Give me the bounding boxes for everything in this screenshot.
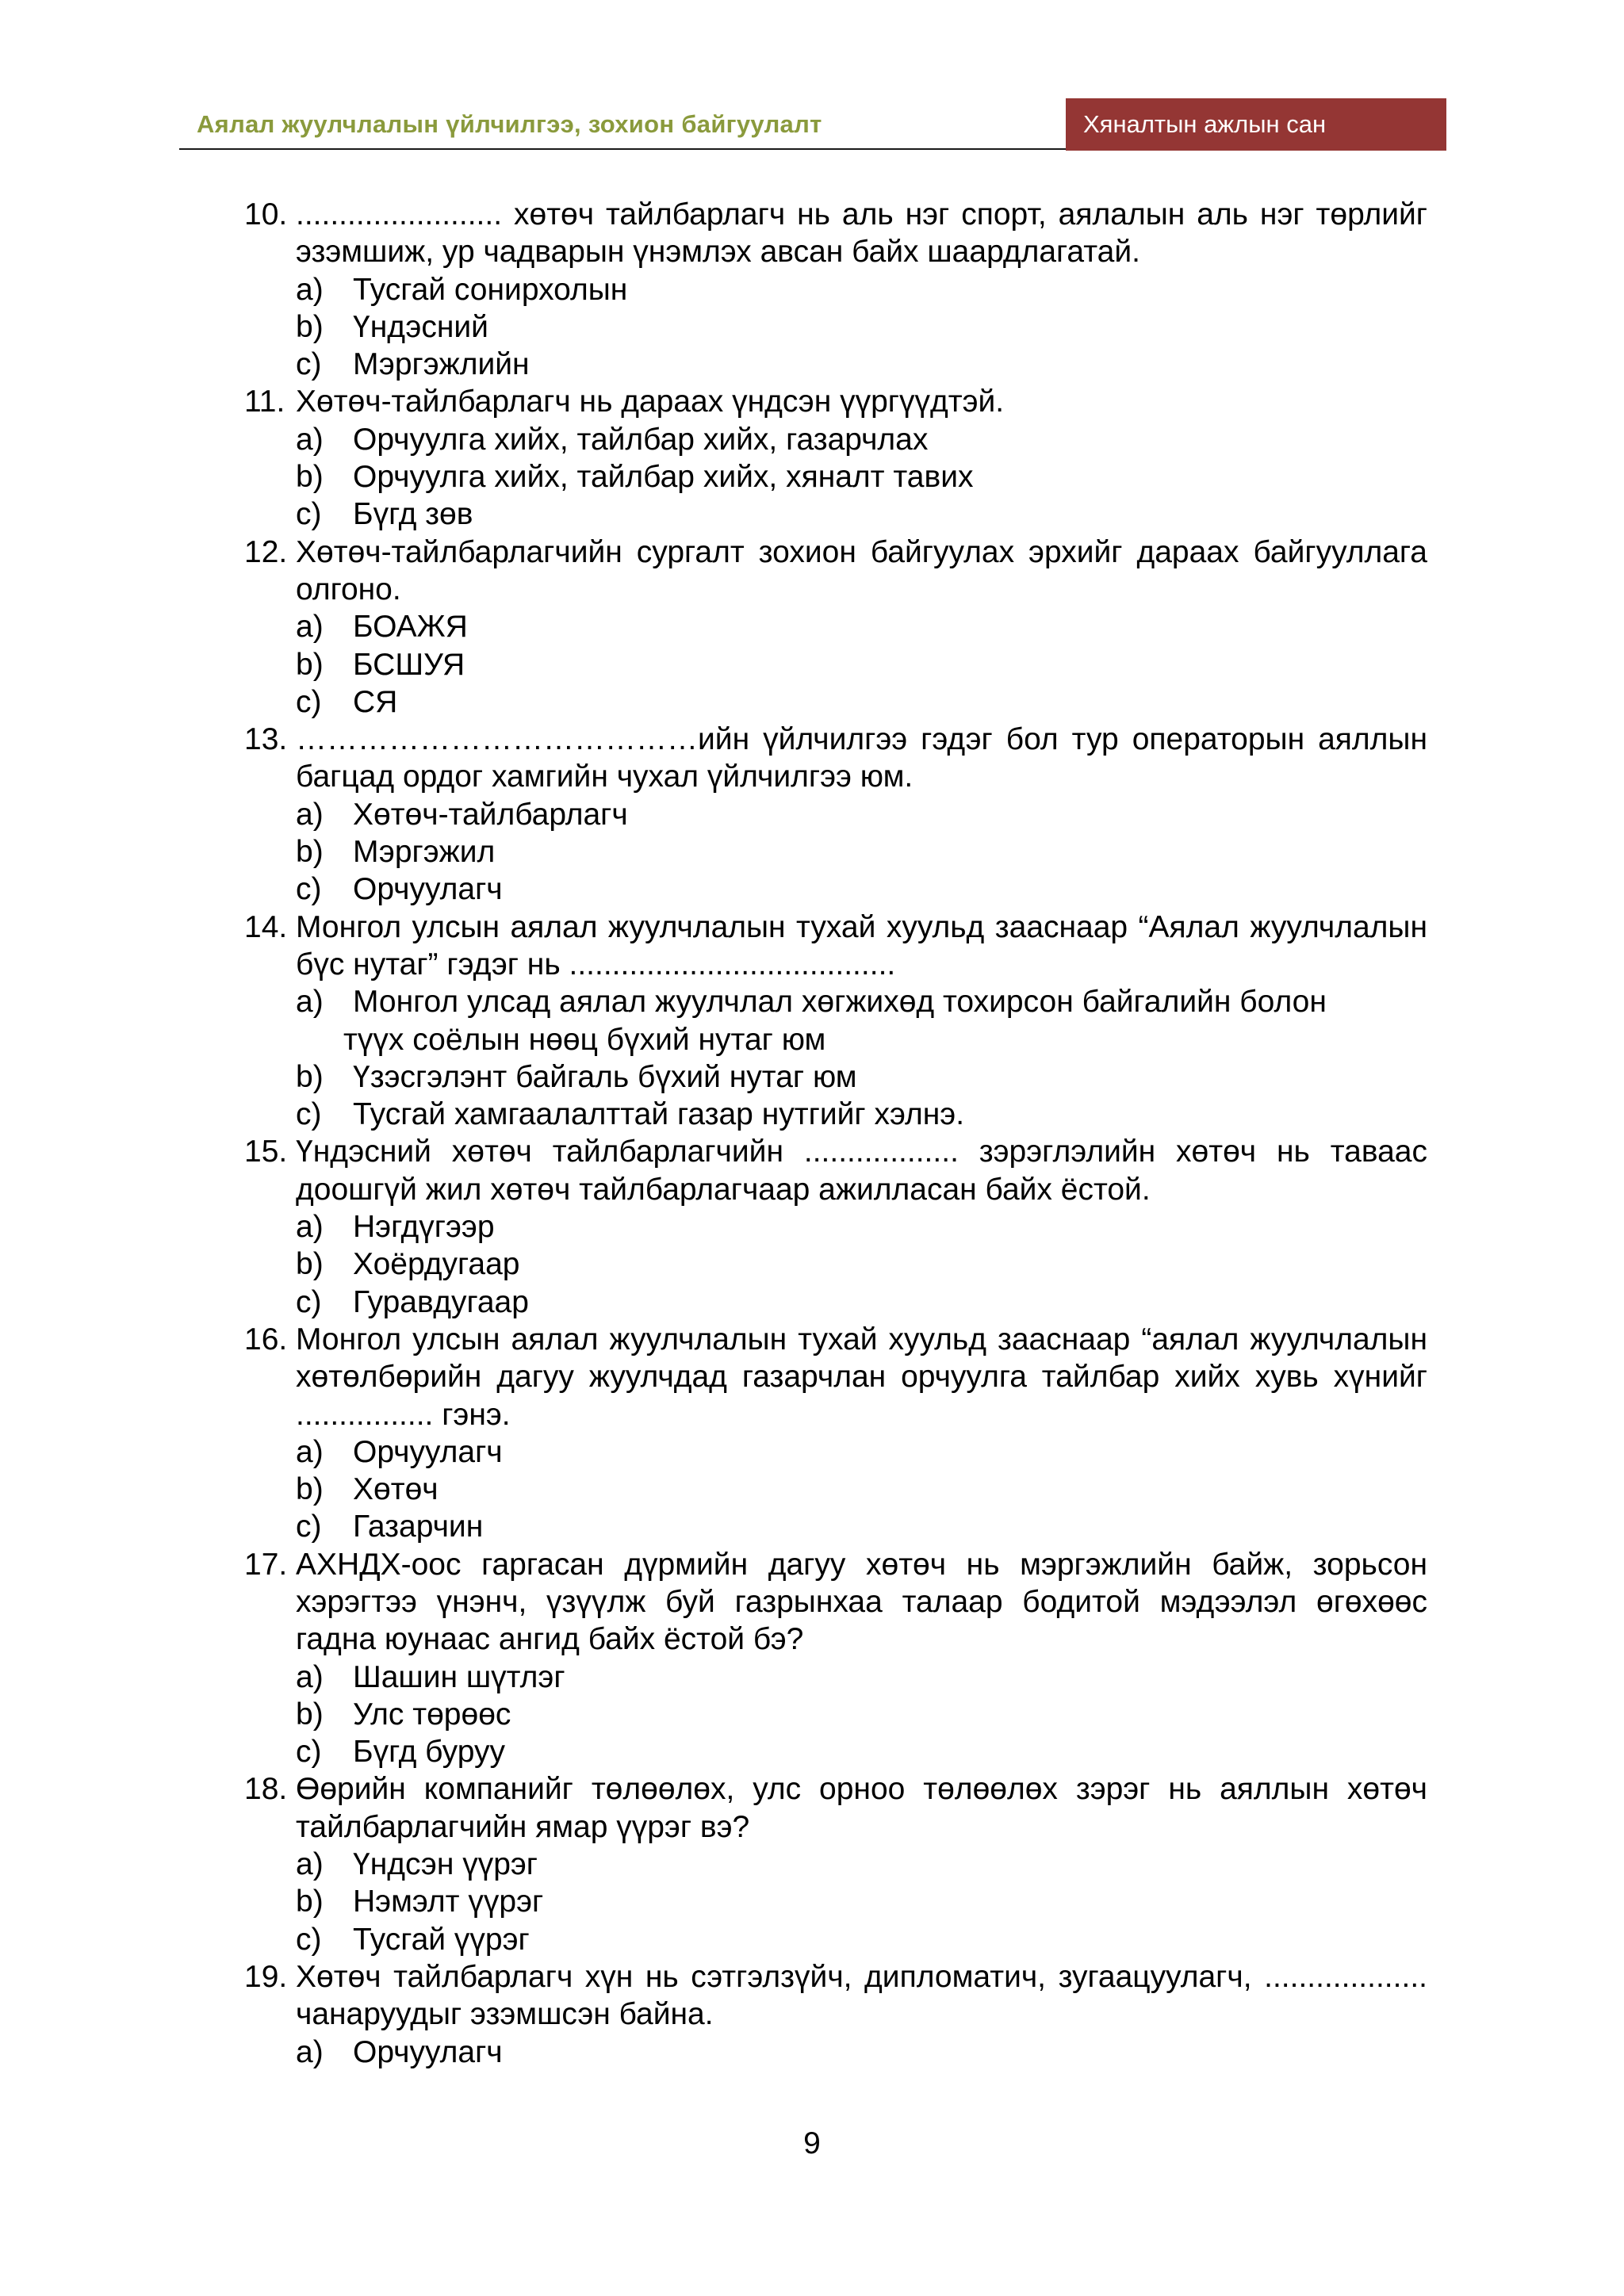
- question-text: Өөрийн компанийг төлөөлөх, улс орноо төлөөлөх зэрэг нь аяллын хөтөч тайлбарлагчийн ямар үүрэг вэ?: [296, 1772, 1427, 1844]
- question-15: [244, 1133, 1427, 1208]
- option-text: Орчуулга хийх, тайлбар хийх, газарчлах: [353, 422, 929, 457]
- question-18: [244, 1770, 1427, 1846]
- header-section-label: Хяналтын ажлын сан: [1066, 98, 1446, 151]
- question-number: 14.: [244, 909, 288, 944]
- option-text: БСШУЯ: [353, 647, 465, 682]
- option-text: Монгол улсад аялал жуулчлал хөгжихөд тохирсон байгалийн болон: [353, 985, 1327, 1020]
- option-a: [244, 271, 1427, 308]
- option-a: [244, 1208, 1427, 1246]
- option-text: Үзэсгэлэнт байгаль бүхий нутаг юм: [353, 1059, 857, 1094]
- option-letter: a): [296, 1659, 324, 1694]
- option-b: [244, 308, 1427, 346]
- option-text: Хоёрдугаар: [353, 1247, 520, 1282]
- option-letter: a): [296, 985, 324, 1020]
- question-number: 11.: [244, 385, 285, 419]
- option-a: [244, 1659, 1427, 1696]
- option-letter: c): [296, 347, 322, 382]
- option-letter: b): [296, 1247, 324, 1282]
- option-c: [244, 1508, 1427, 1545]
- question-text: Хөтөч-тайлбарлагчийн сургалт зохион байгуулах эрхийг дараах байгууллага олгоно.: [296, 534, 1427, 607]
- option-a: [244, 1846, 1427, 1883]
- option-c: [244, 1096, 1427, 1133]
- option-text: Нэгдүгээр: [353, 1210, 495, 1245]
- option-text: Орчуулга хийх, тайлбар хийх, хяналт тавих: [353, 460, 974, 495]
- option-text: Орчуулагч: [353, 2034, 503, 2069]
- option-b: [244, 1883, 1427, 1920]
- option-b: [244, 1696, 1427, 1733]
- header-divider: [179, 148, 1066, 150]
- option-letter: c): [296, 684, 322, 719]
- option-letter: b): [296, 309, 324, 344]
- option-letter: b): [296, 460, 324, 495]
- option-text-continued: түүх соёлын нөөц бүхий нутаг юм: [343, 1022, 826, 1057]
- option-letter: b): [296, 647, 324, 682]
- question-10: [244, 196, 1427, 271]
- option-letter: a): [296, 1210, 324, 1245]
- option-c: [244, 1284, 1427, 1321]
- page-header: [179, 98, 1446, 151]
- option-letter: c): [296, 1735, 322, 1770]
- question-text: Хөтөч тайлбарлагч хүн нь сэтгэлзүйч, дипломатич, зугаацуулагч, ................... чанаруудыг эзэмшсэн байна.: [296, 1959, 1427, 2032]
- option-text: Шашин шүтлэг: [353, 1659, 565, 1694]
- option-text: Нэмэлт үүрэг: [353, 1885, 544, 1919]
- question-text: …………………………………ийн үйлчилгээ гэдэг бол тур операторын аяллын багцад ордог хамгийн чухал үйлчилгээ юм.: [296, 722, 1427, 794]
- option-letter: a): [296, 1434, 324, 1469]
- option-text: Хөтөч-тайлбарлагч: [353, 797, 628, 832]
- option-a: [244, 1433, 1427, 1471]
- question-number: 15.: [244, 1135, 288, 1169]
- question-text: ........................ хөтөч тайлбарлагч нь аль нэг спорт, аялалын аль нэг төрлийг эзэмшиж, ур чадварын үнэмлэх авсан байх шаардлагатай.: [296, 197, 1427, 270]
- question-17: [244, 1546, 1427, 1659]
- option-b: [244, 458, 1427, 496]
- option-text: СЯ: [353, 684, 398, 719]
- question-number: 12.: [244, 534, 288, 569]
- question-11: [244, 383, 1427, 420]
- option-letter: b): [296, 835, 324, 870]
- option-text: БОАЖЯ: [353, 610, 468, 645]
- option-letter: c): [296, 497, 322, 532]
- option-text: Тусгай сонирхолын: [353, 272, 628, 307]
- question-19: [244, 1958, 1427, 2034]
- option-c: [244, 1921, 1427, 1958]
- option-a: [244, 421, 1427, 458]
- option-c: [244, 683, 1427, 721]
- question-list: [244, 196, 1427, 2071]
- option-letter: a): [296, 610, 324, 645]
- option-text: Орчуулагч: [353, 872, 503, 907]
- option-b: [244, 1471, 1427, 1508]
- option-letter: b): [296, 1472, 324, 1507]
- option-text: Тусгай үүрэг: [353, 1922, 530, 1957]
- option-a: [244, 608, 1427, 645]
- option-letter: c): [296, 872, 322, 907]
- option-a: [244, 796, 1427, 833]
- question-text: Монгол улсын аялал жуулчлалын тухай хуульд зааснаар “Аялал жуулчлалын бүс нутаг” гэдэг нь ......................................: [296, 909, 1427, 982]
- option-a: [244, 983, 1427, 1058]
- option-letter: a): [296, 2034, 324, 2069]
- question-number: 16.: [244, 1322, 288, 1357]
- option-text: Орчуулагч: [353, 1434, 503, 1469]
- question-text: АХНДХ-оос гаргасан дүрмийн дагуу хөтөч нь мэргэжлийн байж, зорьсон хэрэгтээ үнэнч, үзүүлж буй газрынхаа талаар бодитой мэдээлэл өгөхөөс гадна юунаас ангид байх ёстой бэ?: [296, 1547, 1427, 1657]
- option-text: Үндсэн үүрэг: [353, 1847, 538, 1882]
- option-a: [244, 2034, 1427, 2071]
- option-text: Бүгд буруу: [353, 1735, 505, 1770]
- option-letter: b): [296, 1885, 324, 1919]
- question-text: Монгол улсын аялал жуулчлалын тухай хуульд зааснаар “аялал жуулчлалын хөтөлбөрийн дагуу жуулчдад газарчлан орчуулга тайлбар хийх хувь хүнийг ................ гэнэ.: [296, 1322, 1427, 1432]
- option-text: Бүгд зөв: [353, 497, 473, 532]
- option-text: Мэргэжил: [353, 835, 496, 870]
- option-b: [244, 833, 1427, 871]
- option-b: [244, 1246, 1427, 1283]
- option-c: [244, 871, 1427, 908]
- header-document-title: Аялал жуулчлалын үйлчилгээ, зохион байгуулалт: [197, 110, 822, 138]
- option-text: Тусгай хамгаалалттай газар нутгийг хэлнэ.: [353, 1097, 965, 1132]
- option-c: [244, 496, 1427, 533]
- option-letter: b): [296, 1059, 324, 1094]
- option-letter: a): [296, 272, 324, 307]
- question-16: [244, 1321, 1427, 1433]
- option-b: [244, 646, 1427, 683]
- question-number: 13.: [244, 722, 288, 757]
- question-number: 17.: [244, 1547, 288, 1582]
- option-text: Гуравдугаар: [353, 1284, 529, 1319]
- question-14: [244, 909, 1427, 984]
- option-b: [244, 1058, 1427, 1096]
- page-number: 9: [803, 2126, 821, 2160]
- question-number: 18.: [244, 1772, 288, 1807]
- option-letter: c): [296, 1922, 322, 1957]
- question-13: [244, 721, 1427, 796]
- option-text: Үндэсний: [353, 309, 488, 344]
- question-12: [244, 534, 1427, 609]
- question-number: 10.: [244, 197, 288, 232]
- option-text: Хөтөч: [353, 1472, 439, 1507]
- option-letter: c): [296, 1097, 322, 1132]
- option-text: Мэргэжлийн: [353, 347, 530, 382]
- option-text: Газарчин: [353, 1510, 484, 1544]
- option-c: [244, 1733, 1427, 1770]
- question-text: Хөтөч-тайлбарлагч нь дараах үндсэн үүргүүдтэй.: [296, 385, 1005, 419]
- option-letter: c): [296, 1510, 322, 1544]
- option-letter: a): [296, 422, 324, 457]
- question-text: Үндэсний хөтөч тайлбарлагчийн .................. зэрэглэлийн хөтөч нь таваас доошгүй жил хөтөч тайлбарлагчаар ажилласан байх ёстой.: [296, 1135, 1427, 1207]
- question-number: 19.: [244, 1959, 288, 1994]
- option-text: Улс төрөөс: [353, 1697, 511, 1732]
- option-letter: a): [296, 797, 324, 832]
- option-letter: c): [296, 1284, 322, 1319]
- option-c: [244, 346, 1427, 383]
- option-letter: b): [296, 1697, 324, 1732]
- option-letter: a): [296, 1847, 324, 1882]
